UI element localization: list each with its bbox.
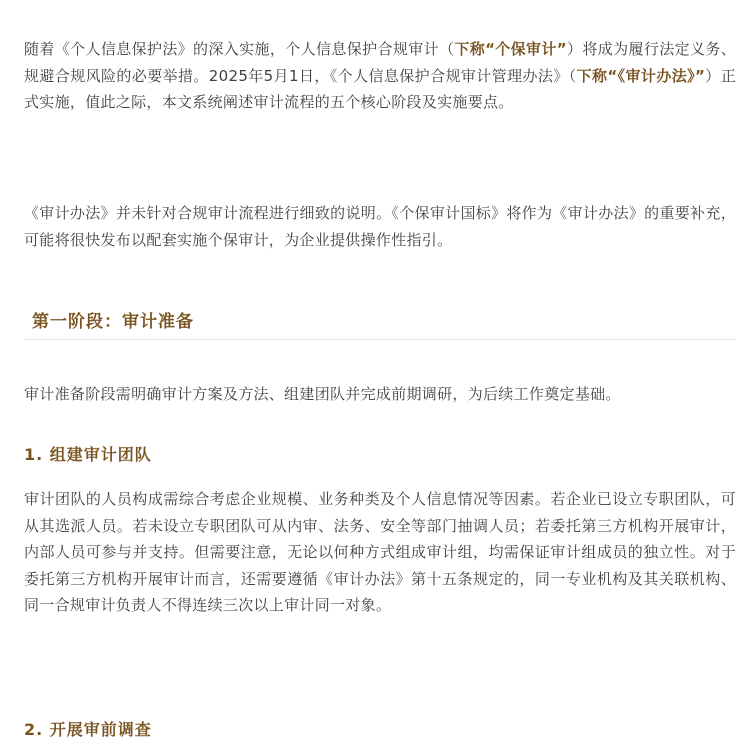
section-title: 第一阶段：审计准备 <box>32 312 194 332</box>
subheading-build-team: 1. 组建审计团队 <box>24 445 152 464</box>
intro-text-c: ）正式实施，值此之际，本文系统阐述审计流程的五个核心阶段及实施要点。 <box>24 66 737 111</box>
intro-paragraph-1 <box>24 36 736 116</box>
highlight-term-audit-measures: 下称“《审计办法》” <box>576 66 706 85</box>
subheading-pre-audit-survey: 2. 开展审前调查 <box>24 720 152 739</box>
highlight-term-pa-audit: 下称“个保审计” <box>454 40 567 58</box>
section-intro-paragraph: 审计准备阶段需明确审计方案及方法、组建团队并完成前期调研，为后续工作奠定基础。 <box>24 385 621 403</box>
intro-text-a: 随着《个人信息保护法》的深入实施，个人信息保护合规审计（ <box>24 40 455 58</box>
section-header-stage-1 <box>24 303 736 340</box>
intro-paragraph-2: 《审计办法》并未针对合规审计流程进行细致的说明。《个保审计国标》将作为《审计办法》的重要补充，可能将很快发布以配套实施个保审计，为企业提供操作性指引。 <box>24 204 736 249</box>
team-paragraph: 审计团队的人员构成需综合考虑企业规模、业务种类及个人信息情况等因素。若企业已设立专职团队，可从其选派人员。若未设立专职团队可从内审、法务、安全等部门抽调人员；若委托第三方机构开展审计，内部人员可参与并支持。但需要注意，无论以何种方式组成审计组，均需保证审计组成员的独立性。对于委托第三方机构开展审计而言，还需要遵循《审计办法》第十五条规定的，同一专业机构及其关联机构、同一合规审计负责人不得连续三次以上审计同一对象。 <box>24 490 736 614</box>
intro-text-b: ）将成为履行法定义务、规避合规风险的必要举措。2025年5月1日，《个人信息保护合规审计管理办法》（ <box>24 40 736 85</box>
